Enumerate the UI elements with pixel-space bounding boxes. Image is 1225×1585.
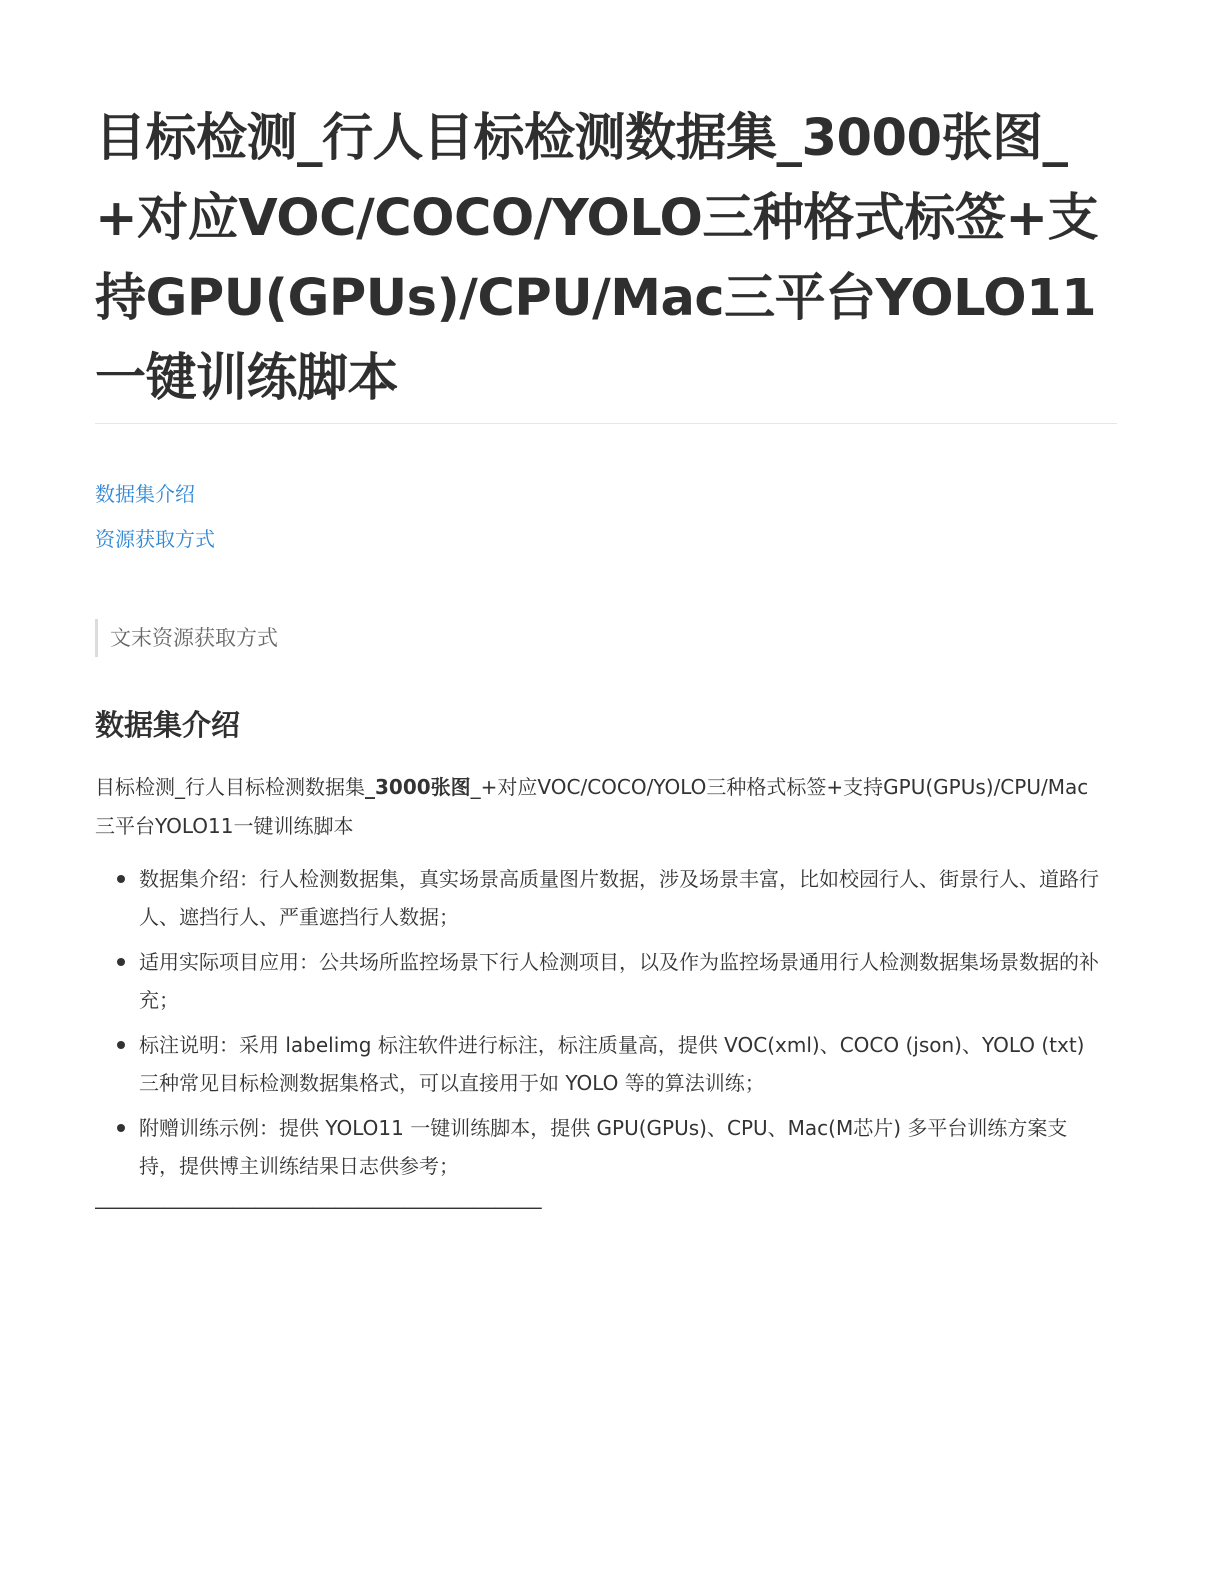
intro-text-end: _+对应VOC/COCO/YOLO三种格式标签+支持GPU(GPUs)/CPU/Mac三平台YOLO11一键训练脚本 [95, 775, 1089, 838]
section-heading-dataset-intro: 数据集介绍 [95, 708, 241, 742]
page-title: 目标检测_行人目标检测数据集_3000张图_+对应VOC/COCO/YOLO三种格式标签+支持GPU(GPUs)/CPU/Mac三平台YOLO11一键训练脚本 [95, 109, 1099, 408]
toc-link-resource-access[interactable]: 资源获取方式 [95, 527, 215, 551]
list-item: 数据集介绍：行人检测数据集，真实场景高质量图片数据，涉及场景丰富，比如校园行人、街景行人、道路行人、遮挡行人、严重遮挡行人数据； [139, 860, 1099, 936]
dashed-separator: ——————————————————————————————————————— [95, 1195, 542, 1219]
feature-list [95, 860, 1099, 1185]
table-of-contents [95, 472, 1117, 562]
list-item: 适用实际项目应用：公共场所监控场景下行人检测项目，以及作为监控场景通用行人检测数据集场景数据的补充； [139, 943, 1099, 1019]
list-item: 附赠训练示例：提供 YOLO11 一键训练脚本，提供 GPU(GPUs)、CPU、Mac(M芯片) 多平台训练方案支持，提供博主训练结果日志供参考； [139, 1109, 1099, 1185]
toc-link-dataset-intro[interactable]: 数据集介绍 [95, 482, 195, 506]
resource-note-quote: 文末资源获取方式 [95, 619, 1117, 657]
intro-text-start: 目标检测_行人目标检测数据集 [95, 775, 365, 799]
article [95, 0, 1117, 1222]
list-item: 标注说明：采用 labelimg 标注软件进行标注，标注质量高，提供 VOC(xml)、COCO (json)、YOLO (txt) 三种常见目标检测数据集格式，可以直接用于如 YOLO 等的算法训练； [139, 1026, 1099, 1102]
intro-paragraph [95, 768, 1105, 846]
title-divider [95, 423, 1117, 424]
intro-text-bold: _3000张图 [365, 775, 471, 799]
